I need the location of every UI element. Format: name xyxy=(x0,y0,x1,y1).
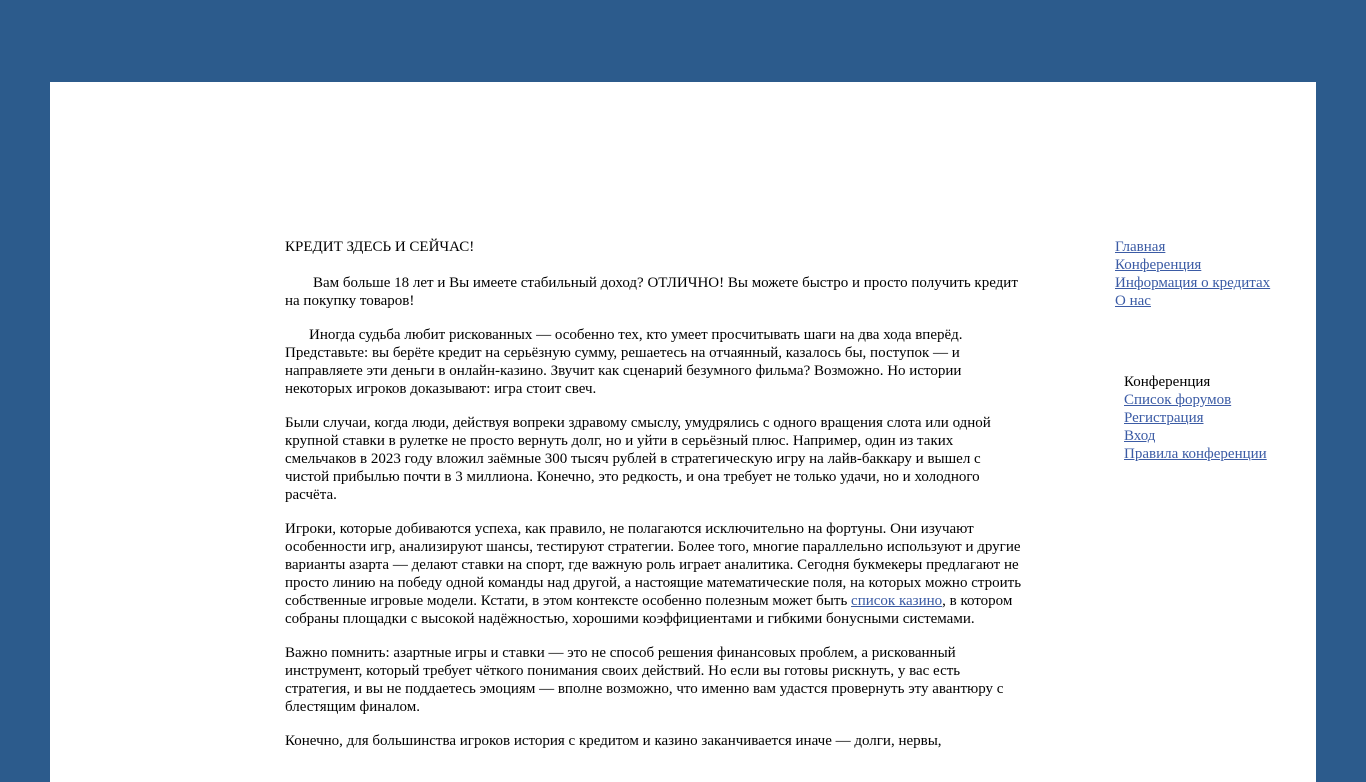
article-intro: Вам больше 18 лет и Вы имеете стабильный доход? ОТЛИЧНО! Вы можете быстро и просто получить кредит на покупку товаров! xyxy=(285,275,1018,309)
nav-link-credit-info[interactable]: Информация о кредитах xyxy=(1115,275,1271,291)
conference-link-register[interactable]: Регистрация xyxy=(1124,410,1204,426)
article-title: КРЕДИТ ЗДЕСЬ И СЕЙЧАС! xyxy=(285,239,475,255)
article-paragraph-3 xyxy=(285,520,1025,628)
conference-link-rules[interactable]: Правила конференции xyxy=(1124,446,1267,462)
nav-link-conference[interactable]: Конференция xyxy=(1115,257,1202,273)
conference-nav xyxy=(1124,373,1267,463)
article-paragraph-4: Важно помнить: азартные игры и ставки — это не способ решения финансовых проблем, а рискованный инструмент, который требует чёткого понимания своих действий. Но если вы готовы рискнуть, у вас есть стратегия, и вы не поддаетесь эмоциям — вполне возможно, что именно вам удастся провернуть эту авантюру с блестящим финалом. xyxy=(285,645,1004,715)
conference-link-login[interactable]: Вход xyxy=(1124,428,1156,444)
nav-link-home[interactable]: Главная xyxy=(1115,239,1166,255)
casino-list-link[interactable]: список казино xyxy=(851,593,943,609)
article xyxy=(285,238,1025,766)
article-paragraph-3-tail: , в котором собраны площадки с высокой надёжностью, хорошими коэффициентами и гибкими бонусными системами. xyxy=(285,593,1013,627)
page-panel xyxy=(50,82,1316,782)
article-paragraph-5: Конечно, для большинства игроков история с кредитом и казино заканчивается иначе — долги, нервы, xyxy=(285,733,942,749)
article-paragraph-1: Иногда судьба любит рискованных — особенно тех, кто умеет просчитывать шаги на два хода вперёд. Представьте: вы берёте кредит на серьёзную сумму, решаетесь на отчаянный, казалось бы, поступок — и направляете эти деньги в онлайн-казино. Звучит как сценарий безумного фильма? Возможно. Но истории некоторых игроков доказывают: игра стоит свеч. xyxy=(285,327,963,397)
conference-heading: Конференция xyxy=(1124,374,1211,390)
conference-link-forum-list[interactable]: Список форумов xyxy=(1124,392,1232,408)
nav-link-about[interactable]: О нас xyxy=(1115,293,1151,309)
article-paragraph-2: Были случаи, когда люди, действуя вопреки здравому смыслу, умудрялись с одного вращения слота или одной крупной ставки в рулетке не просто вернуть долг, но и уйти в серьёзный плюс. Например, один из таких смельчаков в 2023 году вложил заёмные 300 тысяч рублей в стратегическую игру на лайв-баккару и вышел с чистой прибылью почти в 3 миллиона. Конечно, это редкость, и она требует не только удачи, но и холодного расчёта. xyxy=(285,415,991,503)
main-nav xyxy=(1115,238,1270,310)
article-paragraph-3-text: Игроки, которые добиваются успеха, как правило, не полагаются исключительно на фортуны. Они изучают особенности игр, анализируют шансы, тестируют стратегии. Более того, многие параллельно используют и другие варианты азарта — делают ставки на спорт, где важную роль играет аналитика. Сегодня букмекеры предлагают не просто линию на победу одной команды над другой, а настоящие математические поля, на которых можно строить собственные игровые модели. Кстати, в этом контексте особенно полезным может быть xyxy=(285,521,1022,609)
